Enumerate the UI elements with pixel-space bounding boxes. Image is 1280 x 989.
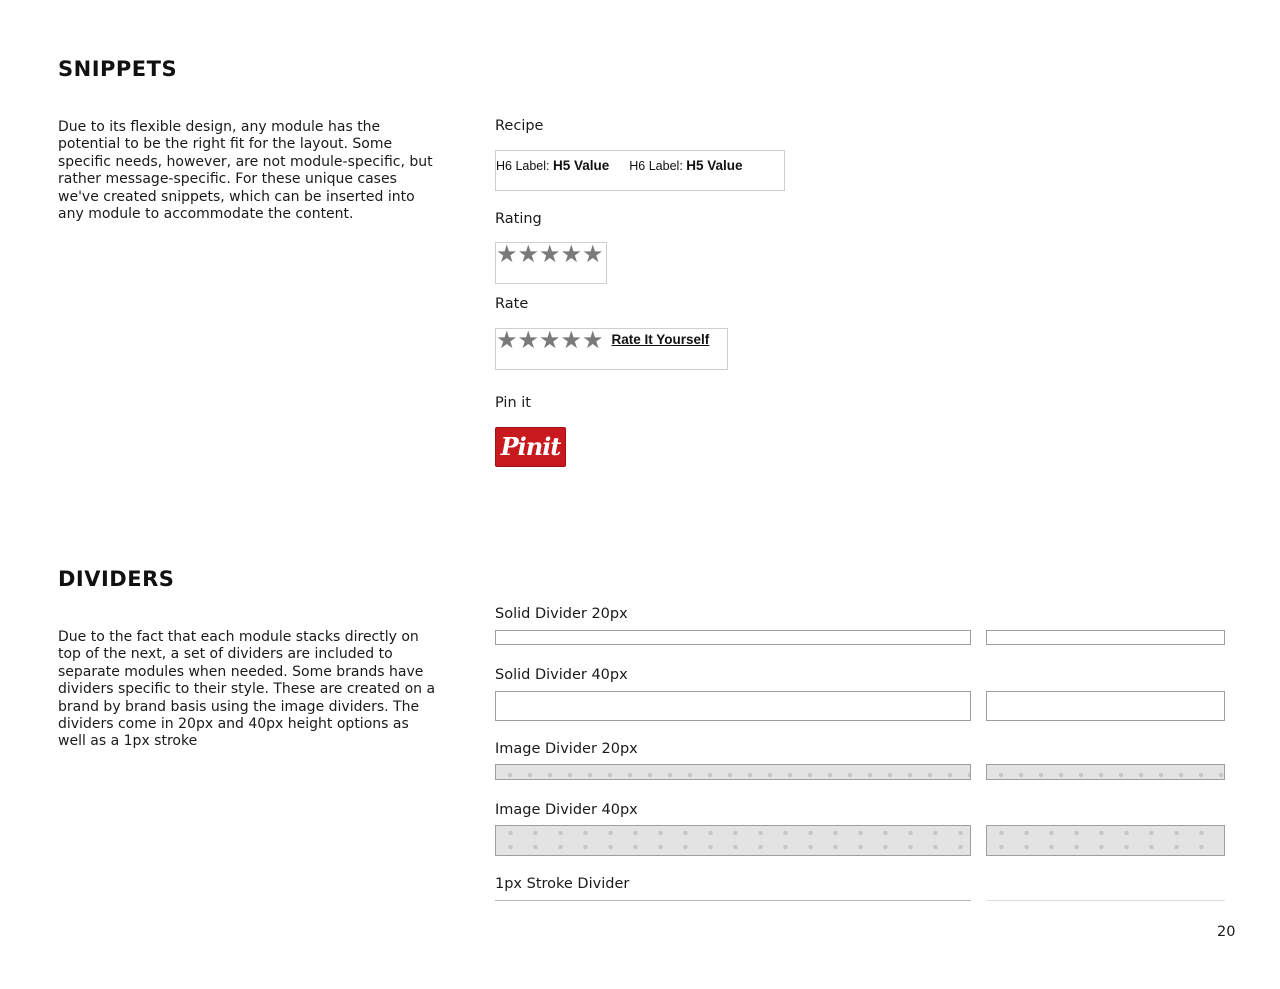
star-icon[interactable]: ★ xyxy=(517,326,540,354)
rating-label: Rating xyxy=(495,211,542,227)
dividers-title: DIVIDERS xyxy=(58,567,175,591)
stroke-divider-wide xyxy=(495,900,971,901)
rate-stars[interactable] xyxy=(496,326,604,354)
rate-label: Rate xyxy=(495,296,529,312)
recipe-label: Recipe xyxy=(495,118,544,134)
rating-snippet xyxy=(495,242,607,284)
rate-it-yourself-link[interactable]: Rate It Yourself xyxy=(611,332,710,347)
solid-divider-20-label: Solid Divider 20px xyxy=(495,606,628,622)
recipe-h5-value: H5 Value xyxy=(553,158,610,173)
solid-divider-40-narrow xyxy=(986,691,1225,721)
star-icon: ★ xyxy=(517,240,540,268)
star-icon[interactable]: ★ xyxy=(539,326,561,354)
pin-it-button[interactable]: Pinit xyxy=(495,427,566,467)
star-icon[interactable]: ★ xyxy=(496,326,518,354)
star-icon: ★ xyxy=(496,240,518,268)
star-icon: ★ xyxy=(539,240,561,268)
rate-row xyxy=(496,326,727,354)
solid-divider-20-narrow xyxy=(986,630,1225,645)
solid-divider-40-wide xyxy=(495,691,971,721)
image-divider-20-narrow xyxy=(986,764,1225,780)
star-icon[interactable]: ★ xyxy=(582,326,604,354)
dividers-description: Due to the fact that each module stacks directly on top of the next, a set of dividers are included to separate modules when needed. Some brands have dividers specific to their style. These are created on a brand by brand basis using the image dividers. The dividers come in 20px and 40px height options as well as a 1px stroke xyxy=(58,629,436,750)
image-divider-20-wide xyxy=(495,764,971,780)
stroke-divider-narrow xyxy=(986,900,1225,901)
recipe-h6-label: H6 Label: xyxy=(629,159,683,173)
star-icon: ★ xyxy=(560,240,583,268)
recipe-row xyxy=(496,151,784,173)
image-divider-40-narrow xyxy=(986,825,1225,856)
image-divider-40-label: Image Divider 40px xyxy=(495,802,638,818)
recipe-item xyxy=(629,158,742,173)
solid-divider-40-label: Solid Divider 40px xyxy=(495,667,628,683)
image-divider-20-label: Image Divider 20px xyxy=(495,741,638,757)
rate-snippet xyxy=(495,328,728,370)
image-divider-40-wide xyxy=(495,825,971,856)
recipe-h6-label: H6 Label: xyxy=(496,159,550,173)
rating-stars xyxy=(496,240,606,268)
snippets-title: SNIPPETS xyxy=(58,57,178,81)
recipe-h5-value: H5 Value xyxy=(686,158,743,173)
recipe-snippet xyxy=(495,150,785,191)
solid-divider-20-wide xyxy=(495,630,971,645)
snippets-description: Due to its flexible design, any module has the potential to be the right fit for the layout. Some specific needs, however, are not module-specific, but rather message-specific. For these unique cases we've created snippets, which can be inserted into any module to accommodate the content. xyxy=(58,119,433,223)
recipe-item xyxy=(496,158,609,173)
star-icon: ★ xyxy=(582,240,604,268)
page-number: 20 xyxy=(1217,924,1236,940)
pin-it-label: Pin it xyxy=(495,395,531,411)
stroke-divider-label: 1px Stroke Divider xyxy=(495,876,630,892)
star-icon[interactable]: ★ xyxy=(560,326,583,354)
